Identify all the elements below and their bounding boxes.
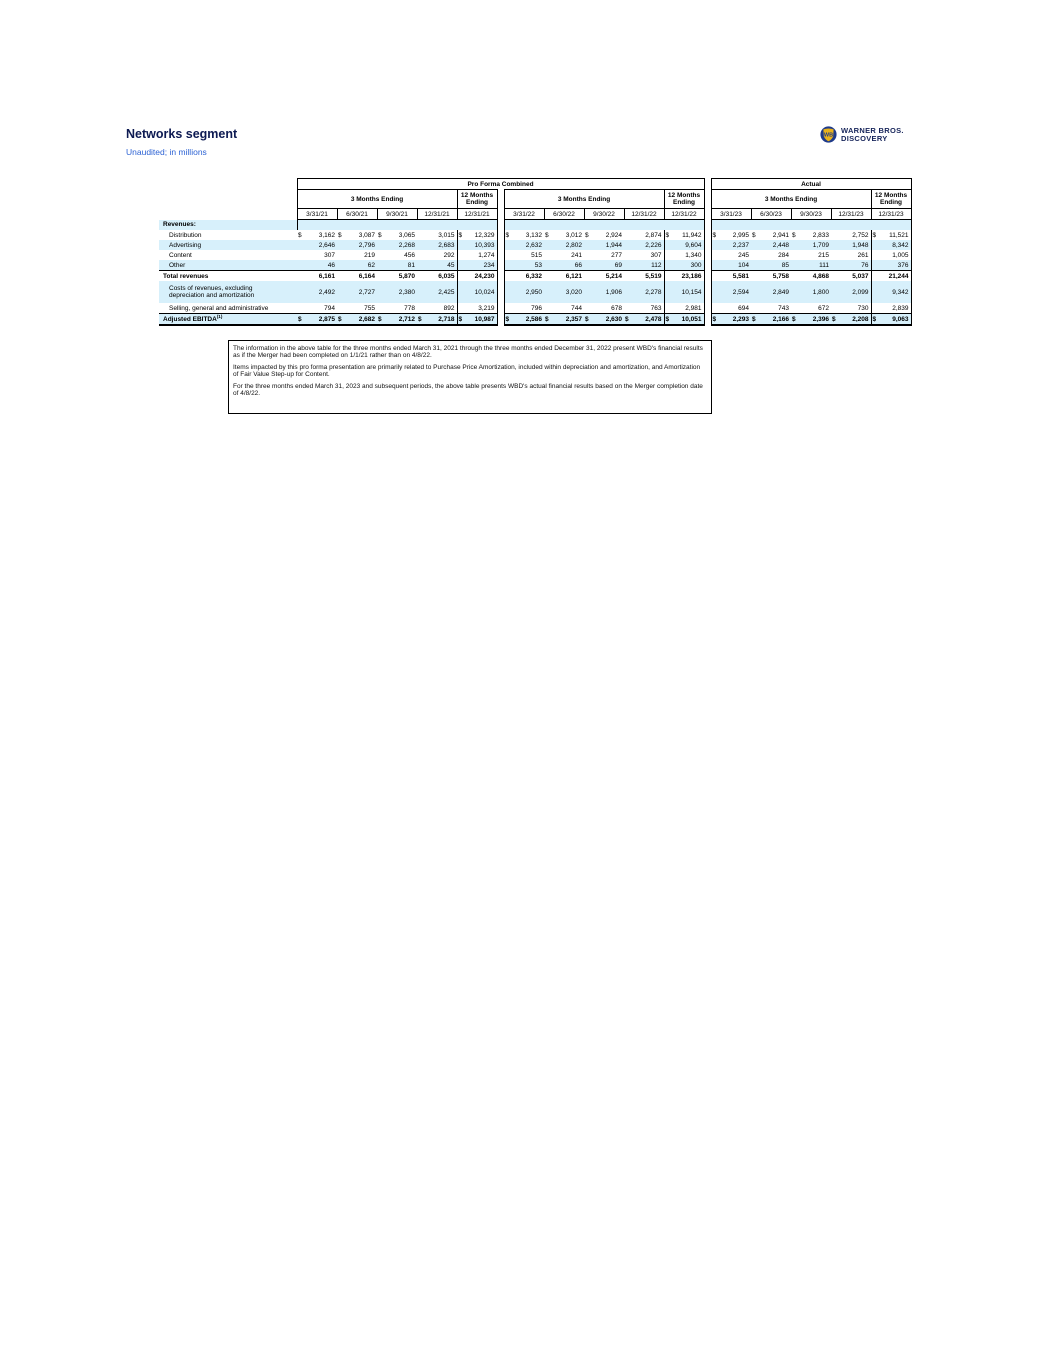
value-cell: 456 <box>404 251 415 259</box>
value-cell: 744 <box>571 304 582 312</box>
value-cell: 515 <box>531 251 542 259</box>
value-cell: 3,012 <box>565 231 582 239</box>
value-cell: 2,166 <box>761 314 791 326</box>
value-cell: 1,800 <box>801 281 831 303</box>
row-label: Costs of revenues, excluding depreciation and amortization <box>159 281 297 303</box>
value-cell: 112 <box>634 260 664 271</box>
value-cell: 1,709 <box>801 240 831 250</box>
date-cell: 12/31/21 <box>417 209 457 220</box>
date-cell: 12/31/22 <box>624 209 664 220</box>
value-cell: 2,278 <box>634 281 664 303</box>
value-cell: 794 <box>324 304 335 312</box>
value-cell: 11,942 <box>674 230 704 240</box>
value-cell: 3,162 <box>318 231 335 239</box>
row-advertising <box>159 240 911 250</box>
value-cell: 2,226 <box>634 240 664 250</box>
value-cell: 2,833 <box>812 231 829 239</box>
value-cell: 6,035 <box>427 271 457 282</box>
value-cell: 24,230 <box>467 271 497 282</box>
value-cell: 215 <box>818 251 829 259</box>
value-cell: 245 <box>738 251 749 259</box>
value-cell: 300 <box>674 260 704 271</box>
value-cell: 10,393 <box>467 240 497 250</box>
value-cell: 1,948 <box>841 240 871 250</box>
value-cell: 2,950 <box>514 281 544 303</box>
value-cell: 104 <box>721 260 751 271</box>
value-cell: 2,995 <box>732 231 749 239</box>
date-cell: 9/30/22 <box>584 209 624 220</box>
date-cell: 9/30/23 <box>791 209 831 220</box>
value-cell: 2,712 <box>387 314 417 326</box>
value-cell: 66 <box>554 260 584 271</box>
value-cell: 2,941 <box>772 231 789 239</box>
date-cell: 6/30/21 <box>337 209 377 220</box>
period-3m-2021: 3 Months Ending <box>297 190 457 209</box>
value-cell: 2,630 <box>594 314 624 326</box>
value-cell: 5,758 <box>761 271 791 282</box>
value-cell: 2,683 <box>427 240 457 250</box>
value-cell: 8,342 <box>881 240 911 250</box>
page-subtitle: Unaudited; in millions <box>126 147 207 157</box>
value-cell: 307 <box>324 251 335 259</box>
row-label: Content <box>169 251 192 259</box>
value-cell: 2,839 <box>881 303 911 314</box>
value-cell: 2,727 <box>347 281 377 303</box>
value-cell: 53 <box>514 260 544 271</box>
value-cell: 2,594 <box>721 281 751 303</box>
value-cell: 2,237 <box>721 240 751 250</box>
row-label: Distribution <box>169 231 202 239</box>
value-cell: 763 <box>650 304 662 312</box>
value-cell: 292 <box>443 251 455 259</box>
date-header-row <box>159 209 911 220</box>
value-cell: 85 <box>761 260 791 271</box>
value-cell: 6,164 <box>347 271 377 282</box>
row-sga <box>159 303 911 314</box>
value-cell: 2,632 <box>514 240 544 250</box>
value-cell: 3,219 <box>467 303 497 314</box>
row-label: Revenues: <box>159 220 297 231</box>
row-adjusted-ebitda: Adjusted EBITDA$^{(1)}$ $ 2,875 $ 2,682 $ 2,712 $ 2,718 $ 10,987 $ 2,586 $ 2,357 $ 2,630 $ 2,478 $ 10,051 $ 2,293 $ 2,166 $ 2,396 $ 2,208 $ 9,063 <box>159 314 911 326</box>
value-cell: 376 <box>881 260 911 271</box>
date-cell: 12/31/23 <box>871 209 911 220</box>
value-cell: 2,682 <box>347 314 377 326</box>
footnote-paragraph: Items impacted by this pro forma presentation are primarily related to Purchase Price Amortization, included within depreciation and amortization, and Amortization of Fair Value Step-up for Content. <box>233 364 701 378</box>
value-cell: 2,478 <box>634 314 664 326</box>
value-cell: 2,752 <box>852 231 869 239</box>
value-cell: 2,796 <box>347 240 377 250</box>
value-cell: 2,646 <box>307 240 337 250</box>
value-cell: 277 <box>611 251 622 259</box>
value-cell: 2,396 <box>801 314 831 326</box>
value-cell: 21,244 <box>881 271 911 282</box>
value-cell: 9,604 <box>674 240 704 250</box>
value-cell: 2,492 <box>307 281 337 303</box>
group-actual: Actual <box>711 179 911 190</box>
value-cell: 2,874 <box>645 231 662 239</box>
date-cell: 12/31/22 <box>664 209 704 220</box>
value-cell: 892 <box>443 304 455 312</box>
value-cell: 10,024 <box>467 281 497 303</box>
row-label: Adjusted EBITDA$^{(1)}$ <box>159 314 297 326</box>
value-cell: 2,924 <box>605 231 622 239</box>
value-cell: 10,051 <box>674 314 704 326</box>
value-cell: 5,037 <box>841 271 871 282</box>
wb-shield-logo-icon <box>820 126 837 143</box>
value-cell: 6,121 <box>554 271 584 282</box>
period-12m-2021: 12 Months Ending <box>457 190 497 209</box>
value-cell: 219 <box>364 251 375 259</box>
value-cell: 9,063 <box>881 314 911 326</box>
date-cell: 12/31/21 <box>457 209 497 220</box>
value-cell: 1,906 <box>594 281 624 303</box>
value-cell: 111 <box>801 260 831 271</box>
date-cell: 6/30/23 <box>751 209 791 220</box>
value-cell: 23,186 <box>674 271 704 282</box>
value-cell: 2,802 <box>554 240 584 250</box>
group-header-row <box>159 179 911 190</box>
row-content <box>159 250 911 260</box>
value-cell: 2,425 <box>427 281 457 303</box>
period-3m-2022: 3 Months Ending <box>504 190 664 209</box>
value-cell: 2,849 <box>761 281 791 303</box>
value-cell: 62 <box>347 260 377 271</box>
value-cell: 2,268 <box>387 240 417 250</box>
date-cell: 9/30/21 <box>377 209 417 220</box>
value-cell: 6,161 <box>307 271 337 282</box>
date-cell: 3/31/23 <box>711 209 751 220</box>
value-cell: 672 <box>818 304 829 312</box>
row-label: Other <box>159 260 297 271</box>
financial-table <box>159 178 912 326</box>
value-cell: 11,521 <box>881 230 911 240</box>
value-cell: 2,099 <box>841 281 871 303</box>
value-cell: 4,868 <box>801 271 831 282</box>
value-cell: 1,944 <box>594 240 624 250</box>
row-label: Total revenues <box>159 271 297 282</box>
date-cell: 3/31/22 <box>504 209 544 220</box>
page-title: Networks segment <box>126 127 238 141</box>
value-cell: 5,870 <box>387 271 417 282</box>
row-total-revenues <box>159 271 911 282</box>
date-cell: 3/31/21 <box>297 209 337 220</box>
value-cell: 5,581 <box>721 271 751 282</box>
footnote-paragraph: For the three months ended March 31, 2023 and subsequent periods, the above table presents WBD's actual financial results based on the Merger completion date of 4/8/22. <box>233 383 703 397</box>
footnote-box <box>228 340 712 414</box>
value-cell: 694 <box>738 304 749 312</box>
value-cell: 2,875 <box>307 314 337 326</box>
period-12m-2023: 12 Months Ending <box>871 190 911 209</box>
value-cell: 1,340 <box>674 250 704 260</box>
value-cell: 10,154 <box>674 281 704 303</box>
value-cell: 261 <box>857 251 869 259</box>
row-label: Selling, general and administrative <box>169 304 269 312</box>
value-cell: 76 <box>841 260 871 271</box>
value-cell: 2,208 <box>841 314 871 326</box>
value-cell: 3,020 <box>554 281 584 303</box>
value-cell: 5,519 <box>634 271 664 282</box>
value-cell: 69 <box>594 260 624 271</box>
date-cell: 6/30/22 <box>544 209 584 220</box>
value-cell: 1,005 <box>881 250 911 260</box>
value-cell: 3,087 <box>358 231 375 239</box>
value-cell: 1,274 <box>467 250 497 260</box>
value-cell: 46 <box>307 260 337 271</box>
value-cell: 45 <box>427 260 457 271</box>
value-cell: 3,132 <box>525 231 542 239</box>
logo-line-1: WARNER BROS. <box>841 125 904 135</box>
value-cell: 755 <box>364 304 375 312</box>
row-revenues-header <box>159 220 911 231</box>
value-cell: 6,332 <box>514 271 544 282</box>
value-cell: 2,718 <box>427 314 457 326</box>
value-cell: 241 <box>571 251 582 259</box>
period-3m-2023: 3 Months Ending <box>711 190 871 209</box>
svg-text:WB: WB <box>823 132 834 139</box>
value-cell: 3,065 <box>398 231 415 239</box>
footnote-paragraph: The information in the above table for the three months ended March 31, 2021 through the three months ended December 31, 2022 present WBD's financial results as if the Merger had been completed on 1/1/21 rather than on 4/8/22. <box>233 345 703 359</box>
period-header-row <box>159 190 911 209</box>
value-cell: 12,329 <box>467 230 497 240</box>
value-cell: 2,586 <box>514 314 544 326</box>
value-cell: 743 <box>778 304 789 312</box>
value-cell: 2,293 <box>721 314 751 326</box>
value-cell: 10,987 <box>467 314 497 326</box>
value-cell: 234 <box>467 260 497 271</box>
row-label: Advertising <box>159 240 297 250</box>
row-distribution: Distribution $ 3,162 $ 3,087 $ 3,065 3,015 $ 12,329 $ 3,132 $ 3,012 $ 2,924 2,874 $ 11,942 $ 2,995 $ 2,941 $ 2,833 2,752 $ 11,521 <box>159 230 911 240</box>
period-12m-2022: 12 Months Ending <box>664 190 704 209</box>
value-cell: 796 <box>531 304 542 312</box>
group-pro-forma: Pro Forma Combined <box>297 179 704 190</box>
logo-line-2: DISCOVERY <box>841 133 888 143</box>
value-cell: 81 <box>387 260 417 271</box>
value-cell: 307 <box>650 251 662 259</box>
value-cell: 3,015 <box>438 231 455 239</box>
value-cell: 284 <box>778 251 789 259</box>
row-other <box>159 260 911 271</box>
value-cell: 678 <box>611 304 622 312</box>
value-cell: 2,981 <box>674 303 704 314</box>
value-cell: 2,357 <box>554 314 584 326</box>
value-cell: 9,342 <box>881 281 911 303</box>
value-cell: 2,380 <box>387 281 417 303</box>
row-costs-of-revenues <box>159 281 911 303</box>
value-cell: 5,214 <box>594 271 624 282</box>
value-cell: 778 <box>404 304 415 312</box>
date-cell: 12/31/23 <box>831 209 871 220</box>
company-logo <box>820 126 904 143</box>
value-cell: 2,448 <box>761 240 791 250</box>
value-cell: 730 <box>857 304 869 312</box>
